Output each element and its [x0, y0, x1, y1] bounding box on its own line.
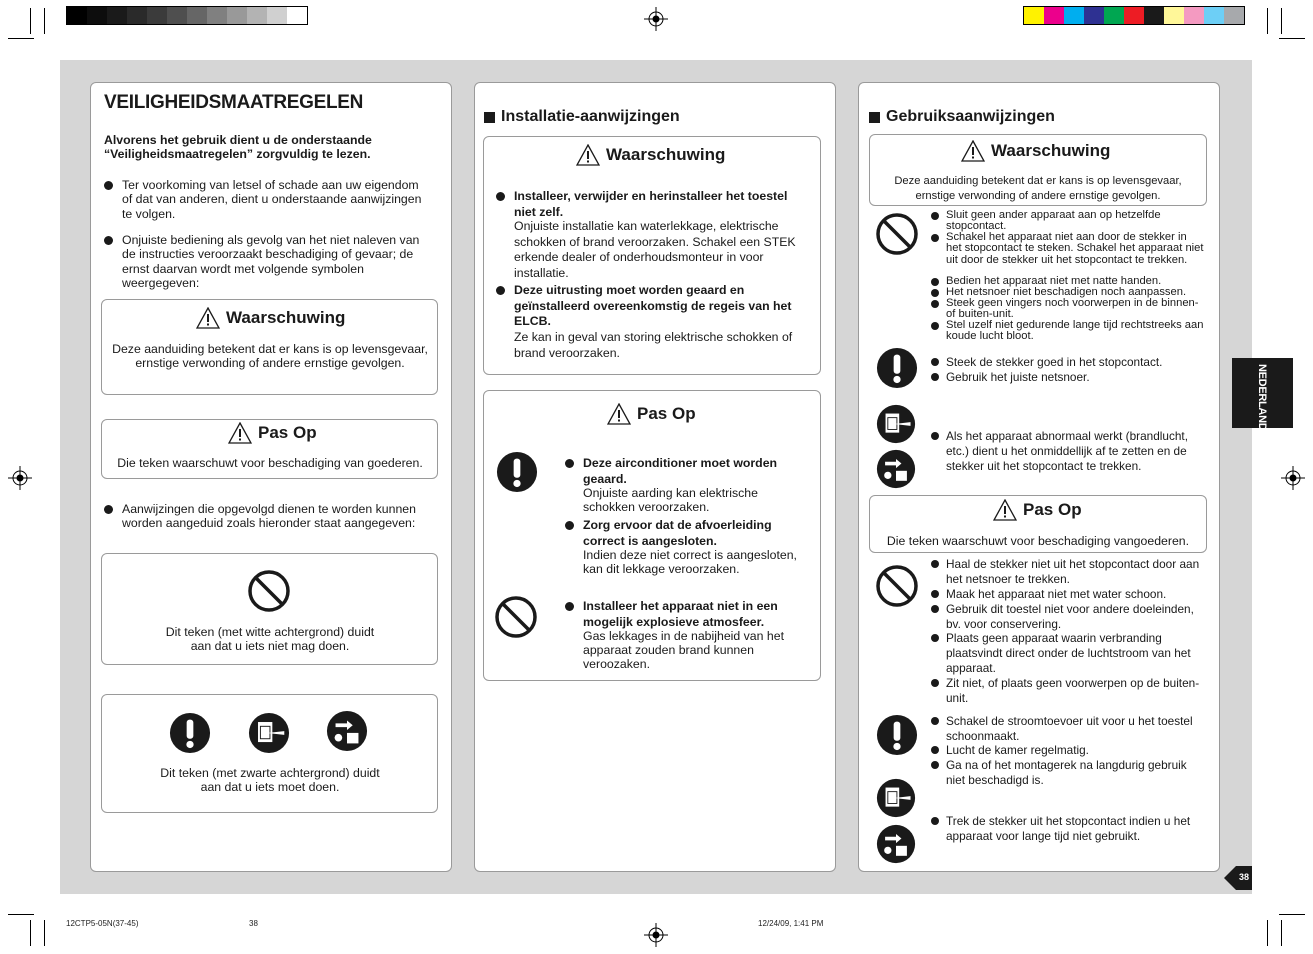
- list-item: Ter voorkoming van letsel of schade aan uw eigendom of dat van anderen, dient u onderstaande aanwijzingen te volgen.: [122, 178, 432, 221]
- unplug-icon: [876, 404, 916, 444]
- list-item: Maak het apparaat niet met water schoon.: [946, 587, 1204, 602]
- color-swatch: [207, 7, 227, 24]
- usage-caution-title: Pas Op: [993, 499, 1082, 521]
- warning-triangle-icon: [576, 144, 600, 166]
- list-item: Gebruik het juiste netsnoer.: [946, 370, 1204, 385]
- color-swatch: [247, 7, 267, 24]
- list-item-detail: Onjuiste installatie kan waterlekkage, elektrische schokken of brand veroorzaken. Schakel een STEK erkende dealer of onderhoudsmonteur in voor installatie.: [514, 219, 796, 280]
- color-swatch: [1184, 7, 1204, 24]
- color-swatch: [147, 7, 167, 24]
- color-swatch: [1144, 7, 1164, 24]
- gray-swatch-bar: [66, 6, 308, 25]
- warning-triangle-icon: [228, 422, 252, 444]
- list-item: Schakel de stroomtoevoer uit voor u het toestel schoonmaakt.: [946, 714, 1204, 744]
- list-item: Zorg ervoor dat de afvoerleiding correct is aangesloten.: [583, 518, 808, 549]
- prohibition-legend-text: Dit teken (met witte achtergrond) duidt aan dat u iets niet mag doen.: [165, 625, 375, 654]
- list-item: Ga na of het montagerek na langdurig gebruik niet beschadigd is.: [946, 758, 1204, 788]
- color-swatch: [167, 7, 187, 24]
- list-item: Trek de stekker uit het stopcontact indien u het apparaat voor lange tijd niet gebruikt.: [946, 814, 1204, 844]
- mandatory-action-icon: [876, 714, 918, 756]
- color-swatch: [1224, 7, 1244, 24]
- prohibition-icon: [875, 212, 919, 256]
- color-swatch: [1124, 7, 1144, 24]
- color-swatch: [1204, 7, 1224, 24]
- list-item-detail: Indien deze niet correct is aangesloten, kan dit lekkage veroorzaken.: [583, 548, 797, 576]
- color-swatch: [127, 7, 147, 24]
- list-item: Het netsnoer niet beschadigen noch aanpassen.: [946, 287, 1204, 298]
- disconnect-power-icon: [326, 710, 368, 752]
- color-swatch: [1044, 7, 1064, 24]
- unplug-icon: [248, 712, 290, 754]
- square-bullet-icon: [484, 112, 495, 123]
- usage-warning-text: Deze aanduiding betekent dat er kans is op levensgevaar, ernstige verwonding of andere ernstige gevolgen.: [894, 175, 1182, 202]
- footer-file-id: 12CTP5-05N(37-45): [66, 919, 139, 928]
- color-swatch: [1164, 7, 1184, 24]
- color-swatch: [1104, 7, 1124, 24]
- list-item: Haal de stekker niet uit het stopcontact door aan het netsnoer te trekken.: [946, 557, 1204, 587]
- list-item: Deze uitrusting moet worden geaard en geïnstalleerd overeenkomstig de regeis van het ELCB.: [514, 283, 804, 330]
- disconnect-power-icon: [876, 449, 916, 489]
- list-item-detail: Gas lekkages in de nabijheid van het apparaat zouden brand kunnen veroozaken.: [583, 629, 784, 671]
- list-item: Als het apparaat abnormaal werkt (brandlucht, etc.) dient u het onmiddellijk af te zetten en de stekker uit het stopcontact te trekken.: [946, 429, 1208, 473]
- page-title: VEILIGHEIDSMAATREGELEN: [104, 92, 364, 113]
- list-item-detail: Ze kan in geval van storing elektrische schokken of brand veroorzaken.: [514, 330, 793, 360]
- color-swatch: [67, 7, 87, 24]
- list-item: Schakel het apparaat niet aan door de stekker in het stopcontact te steken. Schakel het apparaat niet uit door de stekker uit het stopcontact te trekken.: [946, 231, 1204, 266]
- usage-warning-title: Waarschuwing: [961, 140, 1110, 162]
- list-item: Deze airconditioner moet worden geaard.: [583, 456, 808, 487]
- list-item: Onjuiste bediening als gevolg van het niet naleven van de instructies veroorzaakt beschadiging of gevaar; de ernst daarvan wordt met volgende symbolen weergegeven:: [122, 233, 432, 291]
- list-item-detail: Onjuiste aarding kan elektrische schokken veroorzaken.: [583, 486, 758, 514]
- mandatory-action-icon: [496, 451, 538, 493]
- color-swatch: [187, 7, 207, 24]
- caution-legend-title: Pas Op: [228, 422, 317, 444]
- list-item: Installeer het apparaat niet in een mogelijk explosieve atmosfeer.: [583, 599, 808, 630]
- list-item: Aanwijzingen die opgevolgd dienen te worden kunnen worden aangeduid zoals hieronder staat aangegeven:: [122, 502, 442, 531]
- color-swatch: [1024, 7, 1044, 24]
- color-swatch: [107, 7, 127, 24]
- list-item: Lucht de kamer regelmatig.: [946, 743, 1204, 758]
- color-swatch: [87, 7, 107, 24]
- color-swatch: [1084, 7, 1104, 24]
- list-item: Plaats geen apparaat waarin verbranding plaatsvindt direct onder de luchtstroom van het apparaat.: [946, 631, 1204, 675]
- list-item: Gebruik dit toestel niet voor andere doeleinden, bv. voor conservering.: [946, 602, 1204, 632]
- color-swatch-bar: [1023, 6, 1245, 25]
- color-swatch: [287, 7, 307, 24]
- registration-mark-icon: [8, 466, 32, 490]
- list-item: Installeer, verwijder en herinstalleer het toestel niet zelf.: [514, 189, 804, 220]
- prohibition-icon: [494, 595, 538, 639]
- installation-warning-title: Waarschuwing: [576, 144, 725, 166]
- footer-page: 38: [249, 919, 258, 928]
- page-number-tab: 38: [1224, 866, 1252, 890]
- usage-caution-text: Die teken waarschuwt voor beschadiging vangoederen.: [886, 534, 1190, 548]
- intro-text: Alvorens het gebruik dient u de onderstaande “Veiligheidsmaatregelen” zorgvuldig te lezen.: [104, 133, 372, 162]
- color-swatch: [267, 7, 287, 24]
- prohibition-icon: [247, 569, 291, 613]
- warning-triangle-icon: [993, 499, 1017, 521]
- unplug-icon: [876, 778, 916, 818]
- disconnect-power-icon: [876, 824, 916, 864]
- color-swatch: [227, 7, 247, 24]
- warning-triangle-icon: [196, 307, 220, 329]
- list-item: Steek de stekker goed in het stopcontact.: [946, 355, 1204, 370]
- list-item: Zit niet, of plaats geen voorwerpen op de buiten-unit.: [946, 676, 1204, 706]
- registration-mark-icon: [644, 923, 668, 947]
- prohibition-icon: [875, 564, 919, 608]
- warning-legend-title: Waarschuwing: [196, 307, 345, 329]
- caution-legend-text: Die teken waarschuwt voor beschadiging van goederen.: [117, 456, 423, 470]
- installation-heading: Installatie-aanwijzingen: [484, 108, 680, 126]
- registration-mark-icon: [644, 7, 668, 31]
- list-item: Sluit geen ander apparaat aan op hetzelfde stopcontact.: [946, 210, 1204, 233]
- list-item: Bedien het apparaat niet met natte handen.: [946, 276, 1204, 287]
- list-item: Stel uzelf niet gedurende lange tijd rechtstreeks aan koude lucht bloot.: [946, 319, 1204, 343]
- warning-legend-text: Deze aanduiding betekent dat er kans is op levensgevaar, ernstige verwonding of andere ernstige gevolgen.: [112, 342, 428, 371]
- color-swatch: [1064, 7, 1084, 24]
- installation-caution-title: Pas Op: [607, 403, 696, 425]
- mandatory-action-icon: [876, 347, 918, 389]
- square-bullet-icon: [869, 112, 880, 123]
- registration-mark-icon: [1281, 466, 1305, 490]
- usage-heading: Gebruiksaanwijzingen: [869, 108, 1055, 126]
- warning-triangle-icon: [607, 403, 631, 425]
- language-tab: NEDERLANDS: [1232, 358, 1293, 428]
- list-item: Steek geen vingers noch voorwerpen in de binnen- of buiten-unit.: [946, 298, 1204, 321]
- mandatory-legend-text: Dit teken (met zwarte achtergrond) duidt aan dat u iets moet doen.: [160, 766, 380, 795]
- mandatory-action-icon: [169, 712, 211, 754]
- footer-date: 12/24/09, 1:41 PM: [758, 919, 824, 928]
- warning-triangle-icon: [961, 140, 985, 162]
